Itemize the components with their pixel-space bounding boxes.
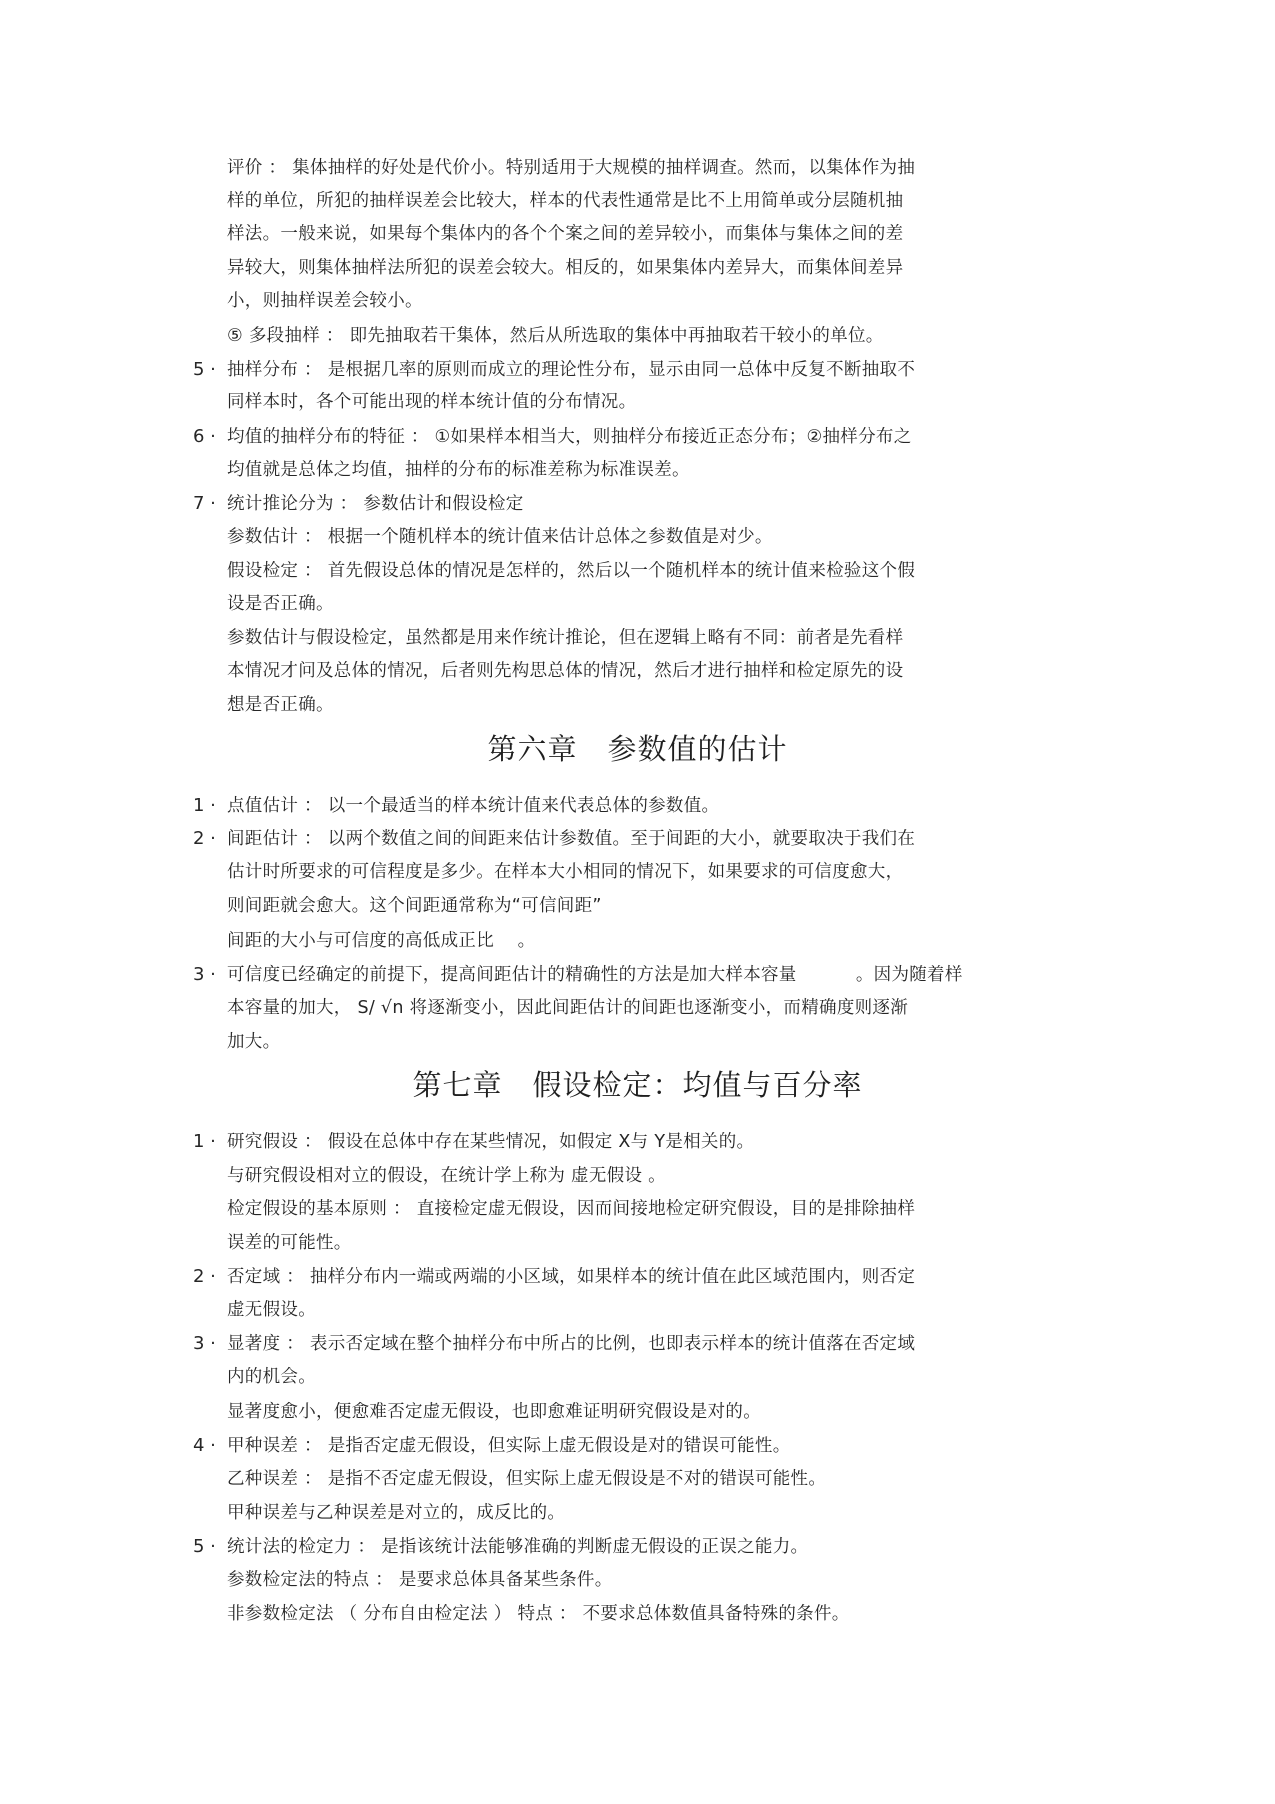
text-line: 甲种误差 ： 是指否定虚无假设，但实际上虚无假设是对的错误可能性。 — [227, 1436, 791, 1456]
item-number: 5 · — [193, 359, 216, 380]
text-line: 虚无假设。 — [227, 1300, 316, 1320]
text-line: 小，则抽样误差会较小。 — [227, 291, 423, 311]
text-line: 样的单位，所犯的抽样误差会比较大，样本的代表性通常是比不上用简单或分层随机抽 — [227, 191, 904, 211]
text-line: 与研究假设相对立的假设，在统计学上称为 虚无假设 。 — [227, 1166, 666, 1186]
item-number: 6 · — [193, 426, 216, 447]
text-line: 可信度已经确定的前提下，提高间距估计的精确性的方法是加大样本容量 。因为随着样 — [227, 965, 963, 985]
text-line: 本容量的加大， S/ √n 将逐渐变小，因此间距估计的间距也逐渐变小，而精确度则逐渐 — [227, 998, 909, 1018]
text-line: ⑤ 多段抽样 ： 即先抽取若干集体，然后从所选取的集体中再抽取若干较小的单位。 — [227, 326, 884, 346]
text-line: 统计推论分为 ： 参数估计和假设检定 — [227, 494, 524, 514]
text-line: 显著度愈小，便愈难否定虚无假设，也即愈难证明研究假设是对的。 — [227, 1402, 761, 1422]
text-line: 均值就是总体之均值，抽样的分布的标准差称为标准误差。 — [227, 460, 690, 480]
text-line: 则间距就会愈大。这个间距通常称为“可信间距” — [227, 896, 602, 916]
text-line: 评价 ： 集体抽样的好处是代价小。特别适用于大规模的抽样调查。然而，以集体作为抽 — [227, 158, 916, 178]
text-line: 乙种误差 ： 是指不否定虚无假设，但实际上虚无假设是不对的错误可能性。 — [227, 1469, 827, 1489]
text-line: 检定假设的基本原则 ： 直接检定虚无假设，因而间接地检定研究假设，目的是排除抽样 — [227, 1199, 916, 1219]
text-line: 参数估计 ： 根据一个随机样本的统计值来估计总体之参数值是对少。 — [227, 527, 773, 547]
text-line: 样法。一般来说，如果每个集体内的各个个案之间的差异较小，而集体与集体之间的差 — [227, 224, 904, 244]
text-line: 研究假设 ： 假设在总体中存在某些情况，如假定 X与 Y是相关的。 — [227, 1132, 755, 1152]
text-line: 非参数检定法 （ 分布自由检定法 ） 特点 ： 不要求总体数值具备特殊的条件。 — [227, 1604, 850, 1624]
text-line: 想是否正确。 — [227, 695, 334, 715]
text-line: 加大。 — [227, 1032, 281, 1052]
chapter-title: 第七章 假设检定：均值与百分率 — [412, 1068, 863, 1102]
text-line: 参数估计与假设检定，虽然都是用来作统计推论，但在逻辑上略有不同：前者是先看样 — [227, 628, 904, 648]
text-line: 甲种误差与乙种误差是对立的，成反比的。 — [227, 1503, 566, 1523]
text-line: 设是否正确。 — [227, 594, 334, 614]
item-number: 5 · — [193, 1536, 216, 1557]
text-line: 点值估计 ： 以一个最适当的样本统计值来代表总体的参数值。 — [227, 796, 720, 816]
item-number: 3 · — [193, 1333, 216, 1354]
text-line: 估计时所要求的可信程度是多少。在样本大小相同的情况下，如果要求的可信度愈大， — [227, 862, 904, 882]
text-line: 假设检定 ： 首先假设总体的情况是怎样的，然后以一个随机样本的统计值来检验这个假 — [227, 561, 916, 581]
text-line: 间距估计 ： 以两个数值之间的间距来估计参数值。至于间距的大小，就要取决于我们在 — [227, 829, 916, 849]
text-line: 异较大，则集体抽样法所犯的误差会较大。相反的，如果集体内差异大，而集体间差异 — [227, 258, 904, 278]
item-number: 2 · — [193, 1266, 216, 1287]
text-line: 参数检定法的特点 ： 是要求总体具备某些条件。 — [227, 1570, 613, 1590]
text-line: 否定域 ： 抽样分布内一端或两端的小区域，如果样本的统计值在此区域范围内，则否定 — [227, 1267, 916, 1287]
text-line: 间距的大小与可信度的高低成正比 。 — [227, 931, 536, 951]
text-line: 统计法的检定力 ： 是指该统计法能够准确的判断虚无假设的正误之能力。 — [227, 1537, 809, 1557]
text-line: 显著度 ： 表示否定域在整个抽样分布中所占的比例，也即表示样本的统计值落在否定域 — [227, 1334, 916, 1354]
text-line: 本情况才问及总体的情况，后者则先构思总体的情况，然后才进行抽样和检定原先的设 — [227, 661, 904, 681]
text-line: 均值的抽样分布的特征 ： ①如果样本相当大，则抽样分布接近正态分布；②抽样分布之 — [227, 427, 912, 447]
item-number: 4 · — [193, 1435, 216, 1456]
text-line: 抽样分布 ： 是根据几率的原则而成立的理论性分布，显示由同一总体中反复不断抽取不 — [227, 360, 916, 380]
item-number: 7 · — [193, 493, 216, 514]
item-number: 1 · — [193, 1131, 216, 1152]
chapter-title: 第六章 参数值的估计 — [487, 732, 788, 766]
item-number: 2 · — [193, 828, 216, 849]
text-line: 误差的可能性。 — [227, 1233, 352, 1253]
item-number: 3 · — [193, 964, 216, 985]
text-line: 内的机会。 — [227, 1367, 316, 1387]
item-number: 1 · — [193, 795, 216, 816]
text-line: 同样本时，各个可能出现的样本统计值的分布情况。 — [227, 392, 637, 412]
